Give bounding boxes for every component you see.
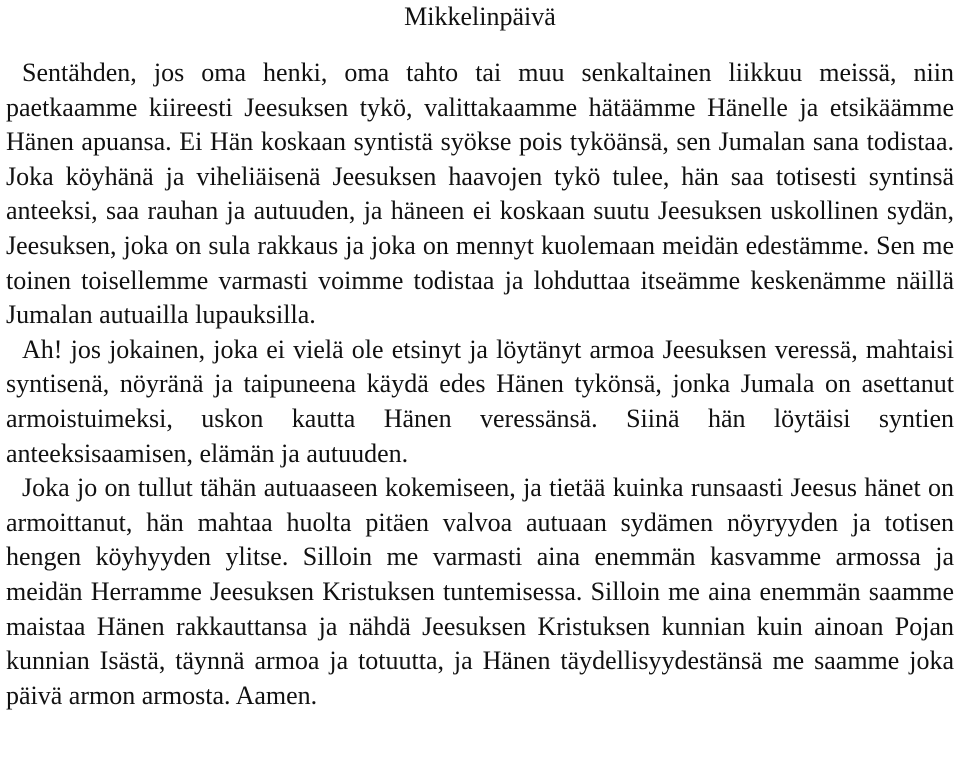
paragraph-3: Joka jo on tullut tähän autuaaseen kokemiseen, ja tietää kuinka runsaasti Jeesus hänet on armoittanut, hän mahtaa huolta pitäen valvoa autuaan sydämen nöyryyden ja totisen hengen köyhyyden ylitse. Silloin me varmasti aina enemmän kasvamme armossa ja meidän Herramme Jeesuksen Kristuksen tuntemisessa. Silloin me aina enemmän saamme maistaa Hänen rakkauttansa ja nähdä Jeesuksen Kristuksen kunnian kuin ainoan Pojan kunnian Isästä, täynnä armoa ja totuutta, ja Hänen täydellisyydestänsä me saamme joka päivä armon armosta. Aamen. [6, 473, 954, 710]
paragraph-1: Sentähden, jos oma henki, oma tahto tai muu senkaltainen liikkuu meissä, niin paetkaamme kiireesti Jeesuksen tykö, valittakaamme hätäämme Hänelle ja etsikäämme Hänen apuansa. Ei Hän koskaan syntistä syökse pois tyköänsä, sen Jumalan sana todistaa. Joka köyhänä ja viheliäisenä Jeesuksen haavojen tykö tulee, hän saa totisesti syntinsä anteeksi, saa rauhan ja autuuden, ja häneen ei koskaan suutu Jeesuksen uskollinen sydän, Jeesuksen, joka on sula rakkaus ja joka on mennyt kuolemaan meidän edestämme. Sen me toinen toisellemme varmasti voimme todistaa ja lohduttaa itseämme keskenämme näillä Jumalan autuailla lupauksilla. [6, 58, 954, 330]
paragraph-2: Ah! jos jokainen, joka ei vielä ole etsinyt ja löytänyt armoa Jeesuksen veressä, mahtaisi syntisenä, nöyränä ja taipuneena käydä edes Hänen tykönsä, jonka Jumala on asettanut armoistuimeksi, uskon kautta Hänen veressänsä. Siinä hän löytäisi syntien anteeksisaamisen, elämän ja autuuden. [6, 334, 954, 468]
page-title: Mikkelinpäivä [404, 2, 556, 31]
